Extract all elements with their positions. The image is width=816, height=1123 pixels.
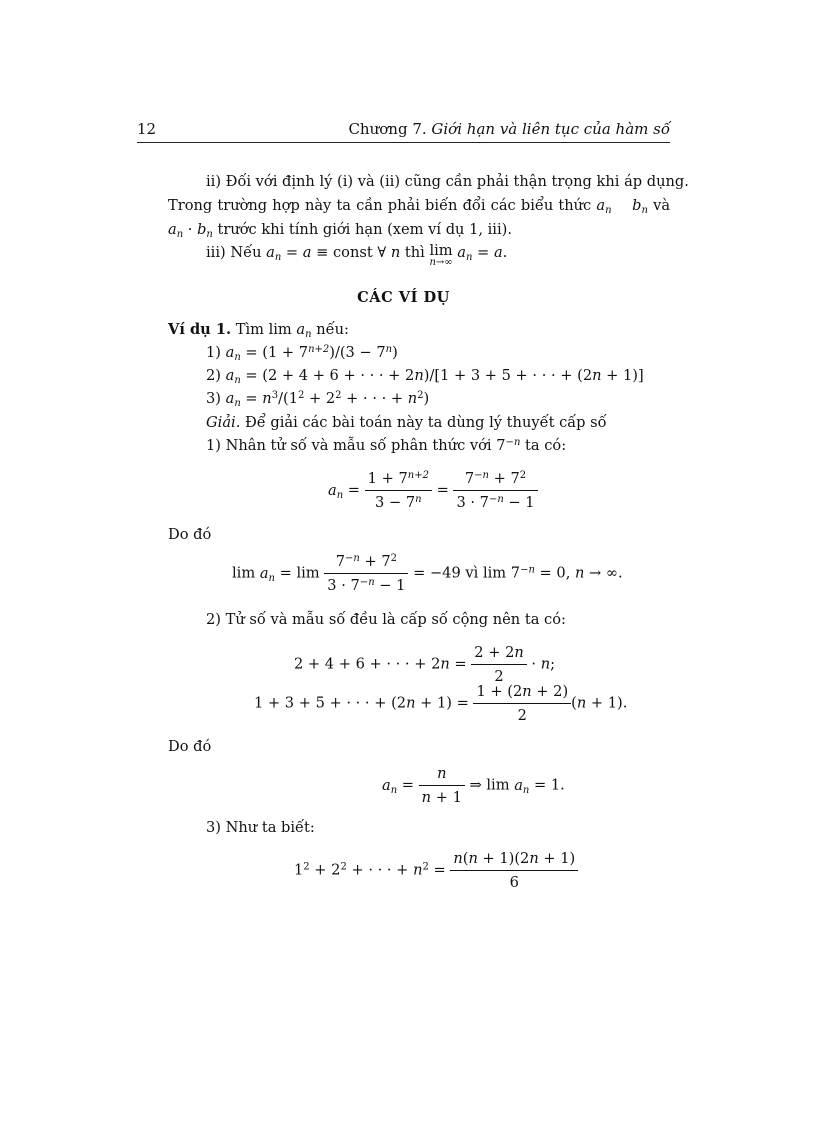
section-heading-text: CÁC VÍ DỤ bbox=[357, 289, 450, 306]
solution-label: Giải. bbox=[206, 414, 241, 431]
text-span: Trong trường hợp này ta cần phải biến đổi các biểu thức bbox=[168, 197, 592, 214]
running-header bbox=[348, 120, 670, 138]
solution-step-1: 1) Nhân tử số và mẫu số phân thức với $7^{-n}$ ta có: bbox=[206, 437, 567, 454]
example-item-3: 3) $a_n = n^3/(1^2 + 2^2$ + · · · + $n^2$) bbox=[206, 390, 430, 409]
text-span: Để giải các bài toán này ta dùng lý thuyết cấp số bbox=[244, 414, 607, 431]
text-span: 1) Nhân tử số và mẫu số phân thức với bbox=[206, 437, 492, 454]
text-span: 3) bbox=[206, 390, 221, 407]
page-number: 12 bbox=[137, 120, 157, 138]
equation-an-limit: $a_n$ = $\frac{n}{n + 1}$ ⇒ $\lim a_n = 1$. bbox=[382, 765, 565, 806]
solution-intro bbox=[206, 414, 607, 432]
text-span: trước khi tính giới hạn (xem ví dụ 1, iii). bbox=[217, 221, 512, 238]
example-label: Ví dụ 1. bbox=[168, 321, 232, 338]
example-item-1: 1) $a_n = (1 + 7^{n+2})/(3 - 7^n)$ bbox=[206, 344, 398, 363]
paragraph-ii-line3: $a_n \cdot b_n$ trước khi tính giới hạn (xem ví dụ 1, iii). bbox=[168, 221, 512, 240]
equation-sum-odd: 1 + 3 + 5 + · · · + (2n + 1) = $\frac{1 + (2n + 2)}{2}$ (n + 1). bbox=[254, 683, 628, 724]
paragraph-ii-line1: ii) Đối với định lý (i) và (ii) cũng cần phải thận trọng khi áp dụng. bbox=[206, 173, 689, 190]
chapter-title: Giới hạn và liên tục của hàm số bbox=[431, 120, 670, 138]
paragraph-ii-line2: Trong trường hợp này ta cần phải biến đổi các biểu thức $a_n$ $b_n$ và bbox=[168, 197, 671, 216]
text-span: iii) Nếu bbox=[206, 244, 262, 261]
example-item-2: 2) $a_n = (2 + 4 + 6$ + · · · + 2n)/[1 + 3 + 5 + · · · + (2n + 1)] bbox=[206, 367, 644, 386]
equation-sum-squares: $1^2 + 2^2$ + · · · + $n^2$ = $\frac{n(n + 1)(2n + 1)}{6}$ bbox=[294, 850, 578, 891]
text-span: 2) bbox=[206, 367, 221, 384]
text-span: Tìm lim bbox=[235, 321, 292, 338]
header-rule bbox=[137, 142, 670, 143]
text-span: và bbox=[653, 197, 671, 214]
text-span: ta có: bbox=[525, 437, 567, 454]
chapter-prefix: Chương 7. bbox=[348, 120, 427, 138]
section-heading bbox=[137, 289, 670, 307]
equation-limit-1: $\lim a_n = \lim$ $\frac{7^{-n} + 7^2}{3 \cdot 7^{-n} - 1}$ = −49 vì $\lim 7^{-n} = 0$, n → ∞. bbox=[232, 553, 623, 594]
example-1-statement: Ví dụ 1. Tìm $\lim a_n$ nếu: bbox=[168, 321, 349, 340]
solution-step-3: 3) Như ta biết: bbox=[206, 819, 315, 836]
do-do-2: Do đó bbox=[168, 738, 212, 755]
text-span: thì bbox=[404, 244, 425, 261]
text-span: vì bbox=[465, 564, 479, 582]
text-span: nếu: bbox=[316, 321, 349, 338]
solution-step-2: 2) Tử số và mẫu số đều là cấp số cộng nên ta có: bbox=[206, 611, 566, 628]
do-do-1: Do đó bbox=[168, 526, 212, 543]
equation-an-fraction: $a_n$ = $\frac{1 + 7^{n+2}}{3 - 7^n}$ = $\frac{7^{-n} + 7^2}{3 \cdot 7^{-n} - 1}$ bbox=[328, 470, 538, 511]
paragraph-iii: iii) Nếu $a_n = a$ ≡ const ∀ n thì lim n→∞ $a_n = a$. bbox=[206, 242, 508, 268]
text-span: 1) bbox=[206, 344, 221, 361]
equation-sum-even: 2 + 4 + 6 + · · · + 2n = $\frac{2 + 2n}{2}$ · n; bbox=[294, 644, 556, 685]
